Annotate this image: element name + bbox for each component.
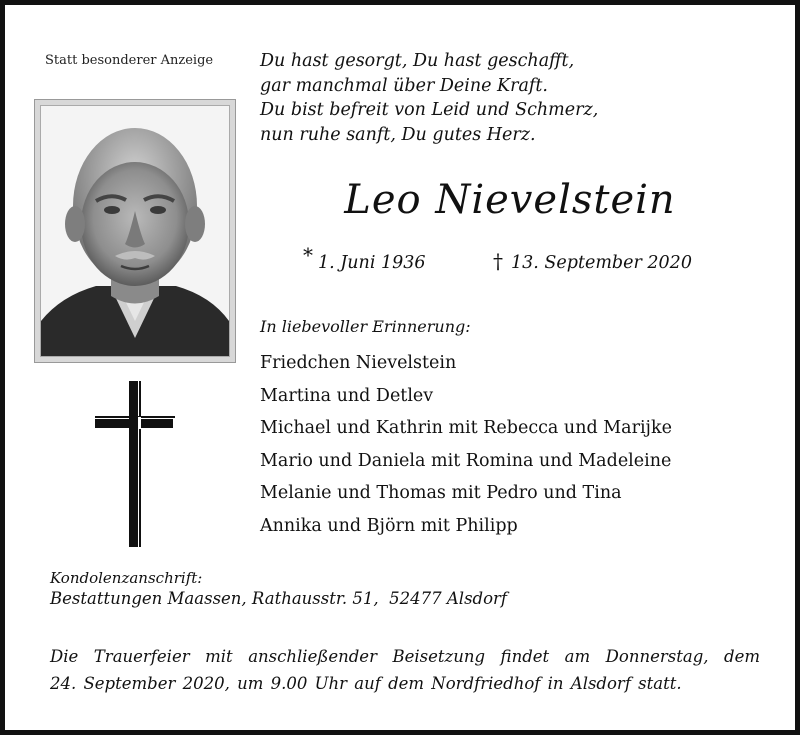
condolence-label: Kondolenzanschrift: (50, 569, 203, 587)
ceremony-line-1: Die Trauerfeier mit anschließender Beisetzung findet am Donnerstag, dem (50, 647, 760, 666)
cross-icon (95, 381, 177, 547)
notice-label: Statt besonderer Anzeige (45, 53, 214, 68)
family-member: Michael und Kathrin mit Rebecca und Marijke (260, 418, 672, 438)
poem (260, 49, 598, 147)
death-dagger-icon: † (493, 249, 503, 273)
family-member: Melanie und Thomas mit Pedro und Tina (260, 483, 622, 503)
poem-line: gar manchmal über Deine Kraft. (260, 75, 548, 96)
poem-line: Du bist befreit von Leid und Schmerz, (260, 100, 599, 120)
portrait-frame (34, 99, 236, 363)
birth-star-icon: * (303, 243, 313, 267)
portrait-photo (40, 105, 230, 357)
family-member: Friedchen Nievelstein (260, 353, 457, 373)
deceased-name: Leo Nievelstein (344, 177, 676, 223)
portrait-illustration (41, 106, 229, 356)
poem-line: Du hast gesorgt, Du hast geschafft, (260, 51, 575, 71)
memory-label: In liebevoller Erinnerung: (260, 317, 471, 336)
family-member: Martina und Detlev (260, 385, 434, 406)
condolence-address: Bestattungen Maassen, Rathausstr. 51, 52477 Alsdorf (50, 589, 508, 608)
death-date-text: 13. September 2020 (511, 253, 692, 273)
family-member: Mario und Daniela mit Romina und Madeleine (260, 450, 672, 471)
family-member: Annika und Björn mit Philipp (260, 515, 518, 536)
ceremony-text (50, 643, 760, 697)
family-list (260, 347, 672, 542)
ceremony-line-2: 24. September 2020, um 9.00 Uhr auf dem Nordfriedhof in Alsdorf statt. (50, 674, 682, 693)
death-date (493, 249, 692, 273)
birth-date (303, 243, 426, 273)
birth-date-text: 1. Juni 1936 (318, 253, 426, 273)
poem-line: nun ruhe sanft, Du gutes Herz. (260, 124, 536, 145)
